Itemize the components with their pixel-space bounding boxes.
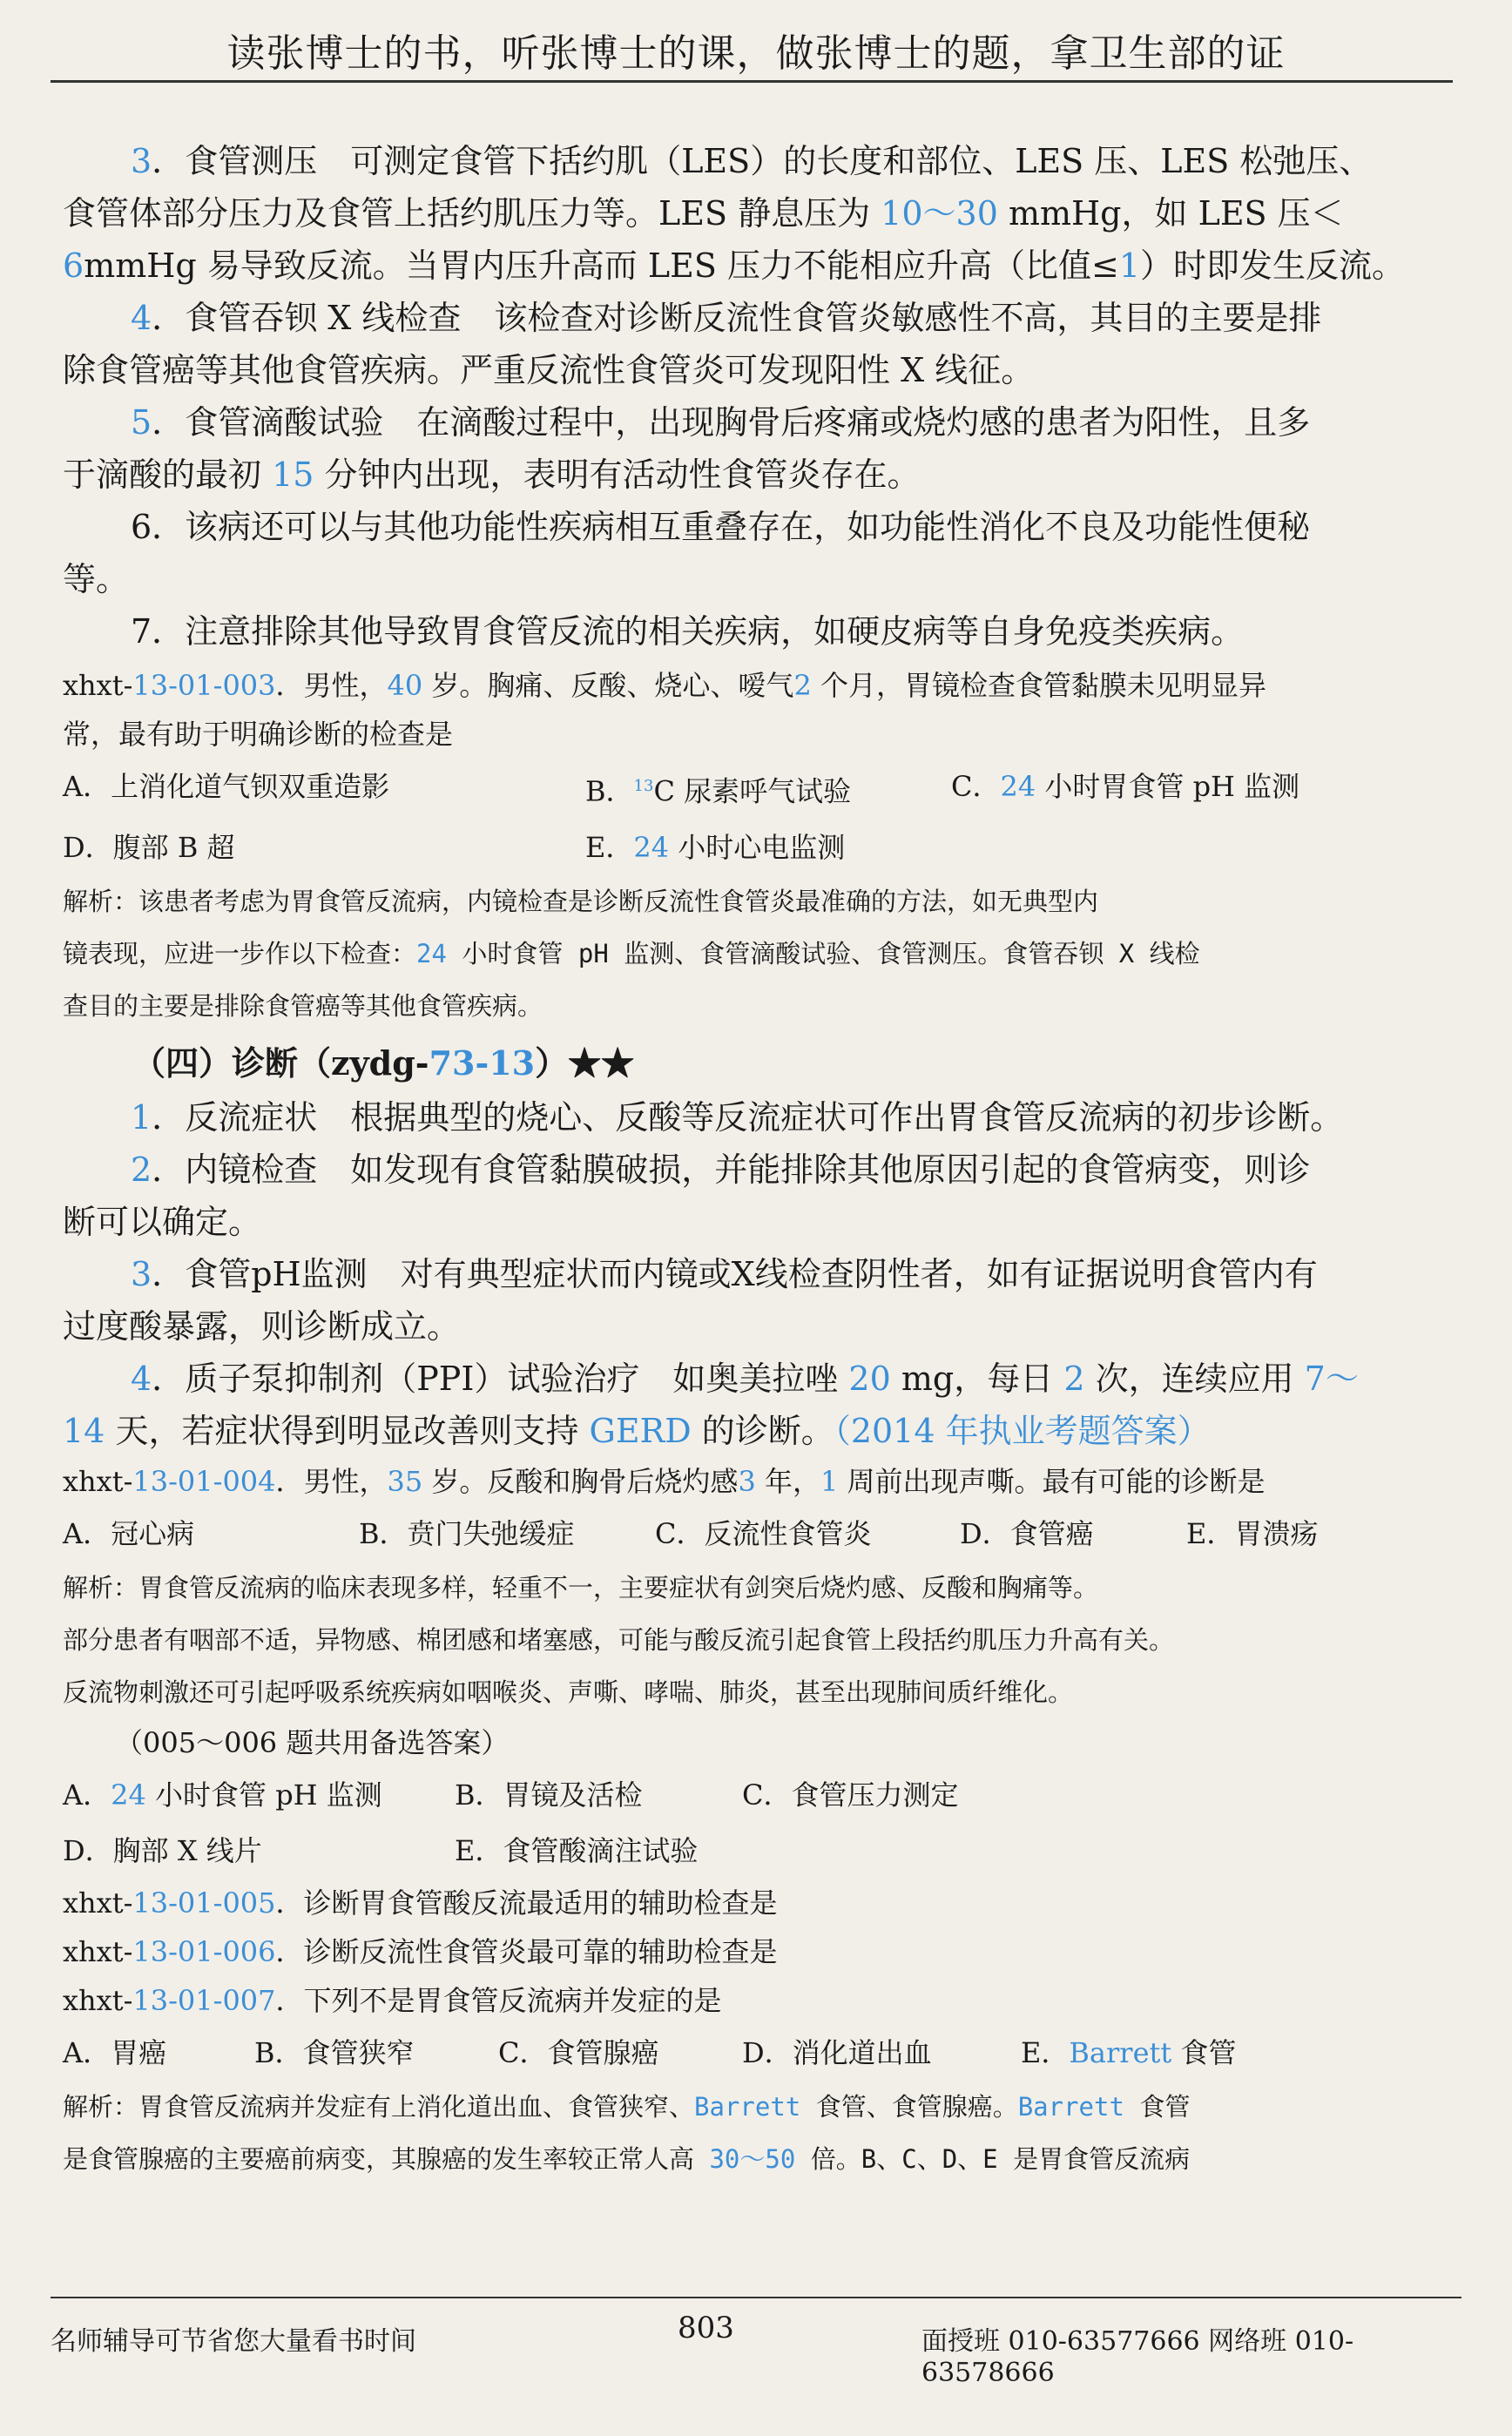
paragraph-6: 6．该病还可以与其他功能性疾病相互重叠存在，如功能性消化不良及功能性便秘 等。 [63, 508, 1311, 598]
option-e[interactable]: E．胃溃疡 [1186, 1516, 1319, 1550]
option-e[interactable]: E．24 小时心电监测 [585, 830, 846, 864]
option-e[interactable]: E．Barrett 食管 [1021, 2035, 1237, 2069]
diagnosis-2: 2．内镜检查 如发现有食管黏膜破损，并能排除其他原因引起的食管病变，则诊 断可以确定。 [63, 1150, 1311, 1241]
paragraph-4: 4．食管吞钡 X 线检查 该检查对诊断反流性食管炎敏感性不高，其目的主要是排 除食管癌等其他食管疾病。严重反流性食管炎可发现阳性 X 线征。 [63, 299, 1322, 389]
option-c[interactable]: C．食管压力测定 [742, 1778, 959, 1812]
question-003: xhxt-13-01-003．男性，40 岁。胸痛、反酸、烧心、嗳气2 个月，胃镜检查食管黏膜未见明显异 常，最有助于明确诊断的检查是 A．上消化道气钡双重造影 B．$^{13}$C 尿素呼气试验 C．24 小时胃食管 pH 监测 D．腹部 B 超 E．24 小时心电监测 解析：该患者考虑为胃食管反流病，内镜检查是诊断反流性食管炎最准确的方法，如无典型内 镜表现，应进一步作以下检查：24 小时食管 pH 监测、食管滴酸试验、食管测压。食管吞钡 X 线检 查目的主要是排除食管癌等其他食管疾病。 [63, 661, 1465, 1032]
question-003-options-row1 [63, 759, 1465, 820]
explanation-004: 解析：胃食管反流病的临床表现多样，轻重不一，主要症状有剑突后烧灼感、反酸和胸痛等。 部分患者有咽部不适，异物感、棉团感和堵塞感，可能与酸反流引起食管上段括约肌压力升高有关。 反流物刺激还可引起呼吸系统疾病如咽喉炎、声嘶、哮喘、肺炎，甚至出现肺间质纤维化。 [63, 1572, 1175, 1707]
header-rule [51, 80, 1453, 83]
shared-answer-group: （005～006 题共用备选答案） A．24 小时食管 pH 监测 B．胃镜及活检 C．食管压力测定 D．胸部 X 线片 E．食管酸滴注试验 xhxt-13-01-005．诊断胃食管酸反流最适用的辅助检查是 xhxt-13-01-006．诊断反流性食管炎最可靠的辅助检查是 xhxt-13-01-007．下列不是胃食管反流病并发症的是 A．胃癌 B．食管狭窄 C．食管腺癌 D．消化道出血 E．Barrett 食管 解析：胃食管反流病并发症有上消化道出血、食管狭窄、Barrett 食管、食管腺癌。Barrett 食管 是食管腺癌的主要癌前病变，其腺癌的发生率较正常人高 30～50 倍。B、C、D、E 是胃食管反流病 [63, 1718, 1465, 2185]
running-header: 读张博士的书，听张博士的课，做张博士的题，拿卫生部的证 [226, 31, 1286, 76]
question-003-options-row2 [63, 820, 1465, 875]
option-e[interactable]: E．食管酸滴注试验 [455, 1833, 699, 1867]
option-d[interactable]: D．食管癌 [960, 1516, 1094, 1550]
explanation-003: 解析：该患者考虑为胃食管反流病，内镜检查是诊断反流性食管炎最准确的方法，如无典型内 镜表现，应进一步作以下检查：24 小时食管 pH 监测、食管滴酸试验、食管测压。食管吞钡 X 线检 查目的主要是排除食管癌等其他食管疾病。 [63, 886, 1200, 1021]
option-b[interactable]: B．食管狭窄 [254, 2035, 415, 2069]
option-a[interactable]: A．胃癌 [63, 2035, 167, 2069]
option-a[interactable]: A．上消化道气钡双重造影 [63, 770, 390, 803]
question-007-options [63, 2025, 1465, 2081]
option-d[interactable]: D．腹部 B 超 [63, 830, 235, 864]
paragraph-3: 3．食管测压 可测定食管下括约肌（LES）的长度和部位、LES 压、LES 松弛压、 食管体部分压力及食管上括约肌压力等。LES 静息压为 10～30 mmHg，如 LES 压＜ 6mmHg 易导致反流。当胃内压升高而 LES 压力不能相应升高（比值≤1）时即发生反流。 [63, 142, 1406, 285]
option-d[interactable]: D．消化道出血 [742, 2035, 932, 2069]
question-005: xhxt-13-01-005．诊断胃食管酸反流最适用的辅助检查是 [63, 1886, 778, 1920]
diagnosis-3: 3．食管pH监测 对有典型症状而内镜或X线检查阴性者，如有证据说明食管内有 过度酸暴露，则诊断成立。 [63, 1254, 1318, 1346]
section-heading-diagnosis: （四）诊断（zydg-73-13）★★ [132, 1043, 635, 1083]
option-d[interactable]: D．胸部 X 线片 [63, 1833, 262, 1867]
option-c[interactable]: C．24 小时胃食管 pH 监测 [951, 770, 1300, 803]
paragraph-7: 7．注意排除其他导致胃食管反流的相关疾病，如硬皮病等自身免疫类疾病。 [131, 612, 1245, 651]
page-content [63, 122, 1465, 2185]
footer-slogan: 名师辅导可节省您大量看书时间 [51, 2326, 416, 2357]
question-004-options [63, 1506, 1465, 1562]
diagnosis-1: 1．反流症状 根据典型的烧心、反酸等反流症状可作出胃食管反流病的初步诊断。 [131, 1097, 1344, 1137]
option-b[interactable]: B．贲门失弛缓症 [359, 1516, 575, 1550]
option-c[interactable]: C．反流性食管炎 [655, 1516, 872, 1550]
option-b[interactable]: B．胃镜及活检 [455, 1778, 643, 1812]
option-a[interactable]: A．24 小时食管 pH 监测 [63, 1778, 382, 1812]
page-number: 803 [678, 2311, 734, 2345]
footer-contact: 面授班 010-63577666 网络班 010-63578666 [921, 2326, 1354, 2388]
option-b[interactable]: B．$^{13}$C 尿素呼气试验 [585, 774, 852, 808]
question-004: xhxt-13-01-004．男性，35 岁。反酸和胸骨后烧灼感3 年，1 周前出现声嘶。最有可能的诊断是 A．冠心病 B．贲门失弛缓症 C．反流性食管炎 D．食管癌 E．胃溃疡 解析：胃食管反流病的临床表现多样，轻重不一，主要症状有剑突后烧灼感、反酸和胸痛等。 部分患者有咽部不适，异物感、棉团感和堵塞感，可能与酸反流引起食管上段括约肌压力升高有关。 反流物刺激还可引起呼吸系统疾病如咽喉炎、声嘶、哮喘、肺炎，甚至出现肺间质纤维化。 [63, 1457, 1465, 1718]
paragraph-5: 5．食管滴酸试验 在滴酸过程中，出现胸骨后疼痛或烧灼感的患者为阳性，且多 于滴酸的最初 15 分钟内出现，表明有活动性食管炎存在。 [63, 403, 1311, 494]
question-006: xhxt-13-01-006．诊断反流性食管炎最可靠的辅助检查是 [63, 1934, 778, 1968]
footer-rule [51, 2297, 1461, 2298]
diagnosis-4: 4．质子泵抑制剂（PPI）试验治疗 如奥美拉唑 20 mg，每日 2 次，连续应用 7～ 14 天，若症状得到明显改善则支持 GERD 的诊断。（2014 年执业考题答案） [63, 1359, 1359, 1450]
explanation-007: 解析：胃食管反流病并发症有上消化道出血、食管狭窄、Barrett 食管、食管腺癌。Barrett 食管 是食管腺癌的主要癌前病变，其腺癌的发生率较正常人高 30～50 倍。B、C、D、E 是胃食管反流病 [63, 2091, 1191, 2174]
option-a[interactable]: A．冠心病 [63, 1516, 195, 1550]
option-c[interactable]: C．食管腺癌 [498, 2035, 659, 2069]
question-007: xhxt-13-01-007．下列不是胃食管反流病并发症的是 [63, 1983, 722, 2017]
